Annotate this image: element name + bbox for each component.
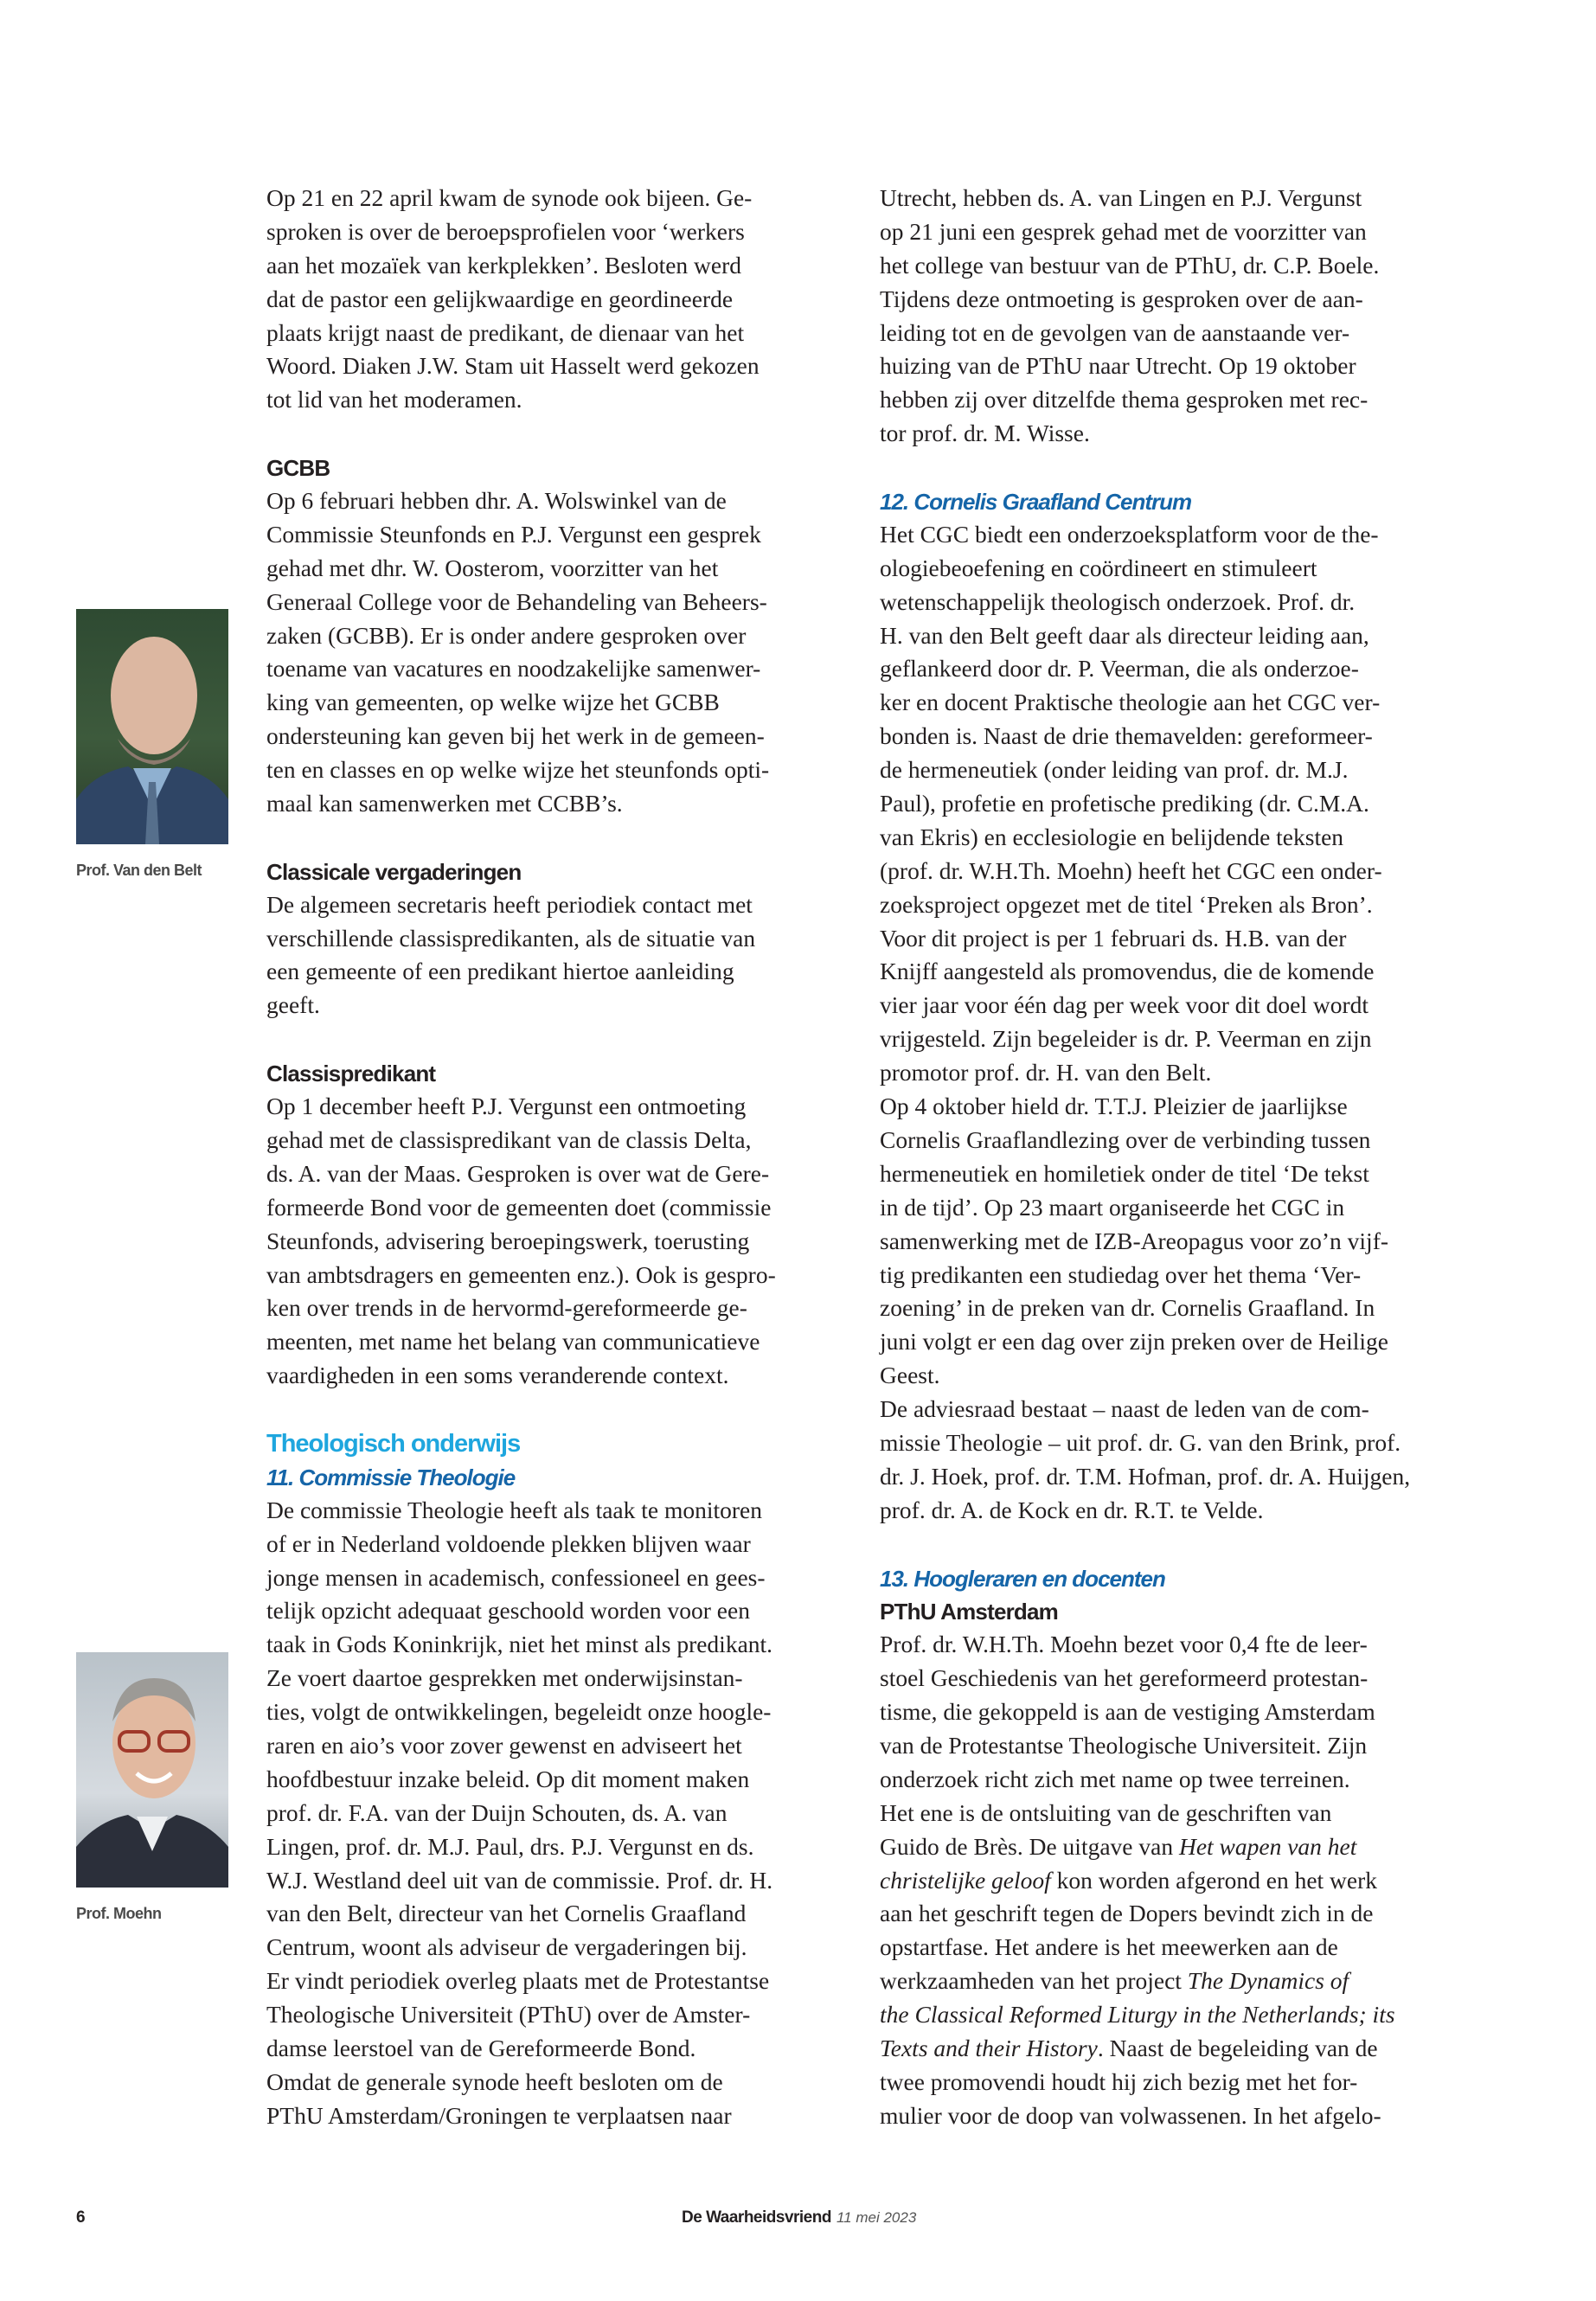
paragraph-spacer (266, 1393, 855, 1426)
italic-title-text: Het wapen van het (1178, 1832, 1357, 1860)
text-line: taak in Gods Koninkrijk, niet het minst als predikant. (266, 1631, 773, 1658)
text-line: Voor dit project is per 1 februari ds. H.B. van der (880, 924, 1347, 952)
text-line: of er in Nederland voldoende plekken blijven waar (266, 1529, 751, 1557)
subheading: Classicale vergaderingen (266, 858, 522, 885)
text-line: telijk opzicht adequaat geschoold worden voor een (266, 1597, 750, 1625)
subheading: PThU Amsterdam (880, 1599, 1058, 1625)
text-segment: werkzaamheden van het project (880, 1967, 1188, 1995)
text-segment: . Naast de begeleiding van de (1097, 2034, 1378, 2061)
text-line: hermeneutiek en homiletiek onder de titel ‘De tekst (880, 1159, 1369, 1187)
text-line: Op 4 oktober hield dr. T.T.J. Pleizier de jaarlijkse (880, 1093, 1348, 1120)
text-line: stoel Geschiedenis van het gereformeerd protestan- (880, 1664, 1368, 1692)
text-line: damse leerstoel van de Gereformeerde Bond. (266, 2034, 696, 2061)
portrait-photo-van-den-belt (76, 609, 228, 844)
text-line (880, 1864, 1468, 1898)
text-line: Commissie Steunfonds en P.J. Vergunst een gesprek (266, 520, 761, 548)
text-line: formeerde Bond voor de gemeenten doet (commissie (266, 1193, 772, 1221)
text-line: PThU Amsterdam/Groningen te verplaatsen naar (266, 2101, 732, 2129)
italic-title-text: the Classical Reformed Liturgy in the Netherlands; its (880, 2001, 1395, 2029)
paragraph-spacer (880, 1528, 1468, 1561)
text-line: sproken is over de beroepsprofielen voor ‘werkers (266, 217, 745, 245)
text-line: een gemeente of een predikant hiertoe aanleiding (266, 958, 734, 985)
text-line: ker en docent Praktische theologie aan het CGC ver- (880, 689, 1381, 716)
text-line: aan het mozaïek van kerkplekken’. Besloten werd (266, 251, 742, 279)
text-line: prof. dr. A. de Kock en dr. R.T. te Velde. (880, 1496, 1264, 1523)
text-line: van de Protestantse Theologische Universiteit. Zijn (880, 1731, 1368, 1759)
section-heading: Theologisch onderwijs (266, 1429, 521, 1458)
text-line: Het CGC biedt een onderzoeksplatform voor de the- (880, 520, 1379, 548)
text-line: mulier voor de doop van volwassenen. In het afgelo- (880, 2101, 1381, 2129)
paragraph (266, 888, 855, 1023)
text-line: ken over trends in de hervormd-gereformeerde ge- (266, 1294, 747, 1322)
person-portrait-icon (76, 1652, 228, 1888)
text-line (880, 1965, 1468, 1998)
text-line: gehad met dhr. W. Oosterom, voorzitter van het (266, 554, 719, 581)
text-line: king van gemeenten, op welke wijze het GCBB (266, 689, 720, 716)
text-line: De algemeen secretaris heeft periodiek contact met (266, 890, 753, 918)
page-number: 6 (76, 2208, 86, 2227)
photo-caption: Prof. Moehn (76, 1905, 162, 1922)
text-line: wetenschappelijk theologisch onderzoek. Prof. dr. (880, 587, 1356, 615)
text-line: aan het geschrift tegen de Dopers bevindt zich in de (880, 1900, 1374, 1927)
footer-publication (682, 2208, 916, 2227)
text-line: Steunfonds, advisering beroepingswerk, toerusting (266, 1227, 750, 1254)
text-line: zoening’ in de preken van dr. Cornelis Graafland. In (880, 1294, 1375, 1322)
text-line: Omdat de generale synode heeft besloten om de (266, 2067, 723, 2095)
text-line: Prof. dr. W.H.Th. Moehn bezet voor 0,4 fte de leer- (880, 1631, 1368, 1658)
text-line: tor prof. dr. M. Wisse. (880, 420, 1090, 447)
paragraph (266, 182, 855, 417)
paragraph (266, 1090, 855, 1393)
paragraph-spacer (266, 417, 855, 451)
text-line: Theologische Universiteit (PThU) over de Amster- (266, 2001, 751, 2029)
text-line: gehad met de classispredikant van de classis Delta, (266, 1125, 752, 1153)
numbered-subheading: 13. Hoogleraren en docenten (880, 1565, 1165, 1592)
photo-caption: Prof. Van den Belt (76, 862, 202, 879)
paragraph (880, 1628, 1468, 2132)
text-line: Utrecht, hebben ds. A. van Lingen en P.J. Vergunst (880, 184, 1362, 211)
text-line: de hermeneutiek (onder leiding van prof. dr. M.J. (880, 756, 1349, 784)
text-line: Cornelis Graaflandlezing over de verbinding tussen (880, 1125, 1371, 1153)
article-column-left (266, 182, 855, 2133)
text-line: H. van den Belt geeft daar als directeur leiding aan, (880, 621, 1369, 649)
text-line: Paul), profetie en profetische prediking (dr. C.M.A. (880, 790, 1369, 817)
text-line: onderzoek richt zich met name op twee terreinen. (880, 1765, 1350, 1792)
text-line: Geest. (880, 1362, 940, 1389)
text-line: Er vindt periodiek overleg plaats met de Protestantse (266, 1967, 770, 1995)
text-line: Tijdens deze ontmoeting is gesproken over de aan- (880, 285, 1363, 312)
text-line: hoofdbestuur inzake beleid. Op dit moment maken (266, 1765, 750, 1792)
text-line: van den Belt, directeur van het Cornelis Graafland (266, 1900, 747, 1927)
text-line: hebben zij over ditzelfde thema gesproken met rec- (880, 386, 1368, 413)
text-segment: Guido de Brès. De uitgave van (880, 1832, 1179, 1860)
text-line (880, 1830, 1468, 1864)
text-line: Op 1 december heeft P.J. Vergunst een ontmoeting (266, 1093, 747, 1120)
text-line: tot lid van het moderamen. (266, 386, 522, 413)
text-line: ties, volgt de ontwikkelingen, begeleidt onze hoogle- (266, 1698, 772, 1726)
text-line: De commissie Theologie heeft als taak te monitoren (266, 1496, 763, 1523)
article-column-right (880, 182, 1468, 2133)
text-line: Op 21 en 22 april kwam de synode ook bijeen. Ge- (266, 184, 753, 211)
text-line: Woord. Diaken J.W. Stam uit Hasselt werd gekozen (266, 352, 760, 380)
text-line: opstartfase. Het andere is het meewerken aan de (880, 1933, 1338, 1961)
paragraph-spacer (266, 1022, 855, 1056)
text-line: prof. dr. F.A. van der Duijn Schouten, ds. A. van (266, 1798, 727, 1826)
publication-date: 11 mei 2023 (836, 2209, 917, 2226)
text-line: samenwerking met de IZB-Areopagus voor zo’n vijf- (880, 1227, 1389, 1254)
text-line: Ze voert daartoe gesprekken met onderwijsinstan- (266, 1664, 743, 1692)
text-line: huizing van de PThU naar Utrecht. Op 19 oktober (880, 352, 1356, 380)
text-line: op 21 juni een gesprek gehad met de voorzitter van (880, 217, 1367, 245)
text-line: ds. A. van der Maas. Gesproken is over wat de Gere- (266, 1159, 770, 1187)
text-line: juni volgt er een dag over zijn preken over de Heilige (880, 1328, 1388, 1356)
text-line: tisme, die gekoppeld is aan de vestiging Amsterdam (880, 1698, 1375, 1726)
paragraph (880, 182, 1468, 451)
person-portrait-icon (76, 609, 228, 844)
text-line: van Ekris) en ecclesiologie en belijdende teksten (880, 823, 1344, 850)
text-line: missie Theologie – uit prof. dr. G. van den Brink, prof. (880, 1428, 1401, 1456)
text-line: vrijgesteld. Zijn begeleider is dr. P. Veerman en zijn (880, 1025, 1372, 1053)
text-line: promotor prof. dr. H. van den Belt. (880, 1059, 1212, 1086)
numbered-subheading: 11. Commissie Theologie (266, 1464, 516, 1490)
paragraph-spacer (880, 451, 1468, 484)
subheading: GCBB (266, 455, 330, 482)
text-line: dat de pastor een gelijkwaardige en geordineerde (266, 285, 734, 312)
text-line: Het ene is de ontsluiting van de geschriften van (880, 1798, 1332, 1826)
text-line: raren en aio’s voor zover gewenst en adviseert het (266, 1731, 742, 1759)
numbered-subheading: 12. Cornelis Graafland Centrum (880, 489, 1192, 516)
text-line: vier jaar voor één dag per week voor dit doel wordt (880, 991, 1369, 1019)
publication-title: De Waarheidsvriend (682, 2208, 831, 2227)
text-line: plaats krijgt naast de predikant, de dienaar van het (266, 318, 745, 346)
text-line: leiding tot en de gevolgen van de aanstaande ver- (880, 318, 1350, 346)
text-line: Centrum, woont als adviseur de vergaderingen bij. (266, 1933, 747, 1961)
paragraph (880, 518, 1468, 1528)
italic-title-text: christelijke geloof (880, 1866, 1051, 1894)
italic-title-text: Texts and their History (880, 2034, 1098, 2061)
text-line (880, 1998, 1468, 2032)
text-line: meenten, met name het belang van communicatieve (266, 1328, 760, 1356)
subheading: Classispredikant (266, 1061, 436, 1087)
text-line: bonden is. Naast de drie themavelden: gereformeer- (880, 722, 1373, 750)
text-line: in de tijd’. Op 23 maart organiseerde het CGC in (880, 1193, 1345, 1221)
text-line (880, 2032, 1468, 2066)
italic-title-text: The Dynamics of (1187, 1967, 1349, 1995)
paragraph (266, 1494, 855, 2133)
text-line: (prof. dr. W.H.Th. Moehn) heeft het CGC een onder- (880, 856, 1382, 884)
text-line: jonge mensen in academisch, confessioneel en gees- (266, 1563, 766, 1591)
text-line: Op 6 februari hebben dhr. A. Wolswinkel van de (266, 487, 727, 515)
text-line: het college van bestuur van de PThU, dr. C.P. Boele. (880, 251, 1380, 279)
text-line: zaken (GCBB). Er is onder andere gesproken over (266, 621, 747, 649)
text-line: geeft. (266, 991, 320, 1019)
paragraph (266, 484, 855, 821)
text-line: W.J. Westland deel uit van de commissie. Prof. dr. H. (266, 1866, 773, 1894)
text-line: ologiebeoefening en coördineert en stimuleert (880, 554, 1317, 581)
text-line: zoeksproject opgezet met de titel ‘Preken als Bron’. (880, 890, 1373, 918)
paragraph-spacer (266, 821, 855, 855)
portrait-photo-moehn (76, 1652, 228, 1888)
text-line: tig predikanten een studiedag over het thema ‘Ver- (880, 1260, 1362, 1288)
text-line: geflankeerd door dr. P. Veerman, die als onderzoe- (880, 655, 1359, 683)
text-line: Knijff aangesteld als promovendus, die de komende (880, 958, 1375, 985)
text-line: ondersteuning kan geven bij het werk in de gemeen- (266, 722, 765, 750)
text-line: maal kan samenwerken met CCBB’s. (266, 790, 623, 817)
text-line: ten en classes en op welke wijze het steunfonds opti- (266, 756, 770, 784)
text-line: De adviesraad bestaat – naast de leden van de com- (880, 1395, 1369, 1423)
text-line: verschillende classispredikanten, als de situatie van (266, 924, 756, 952)
text-segment: kon worden afgerond en het werk (1050, 1866, 1378, 1894)
text-line: vaardigheden in een soms veranderende context. (266, 1362, 729, 1389)
text-line: van ambtsdragers en gemeenten enz.). Ook is gespro- (266, 1260, 776, 1288)
text-line: Lingen, prof. dr. M.J. Paul, drs. P.J. Vergunst en ds. (266, 1832, 754, 1860)
text-line: dr. J. Hoek, prof. dr. T.M. Hofman, prof. dr. A. Huijgen, (880, 1462, 1411, 1490)
text-line: twee promovendi houdt hij zich bezig met het for- (880, 2067, 1358, 2095)
text-line: Generaal College voor de Behandeling van Beheers- (266, 587, 767, 615)
text-line: toename van vacatures en noodzakelijke samenwer- (266, 655, 761, 683)
